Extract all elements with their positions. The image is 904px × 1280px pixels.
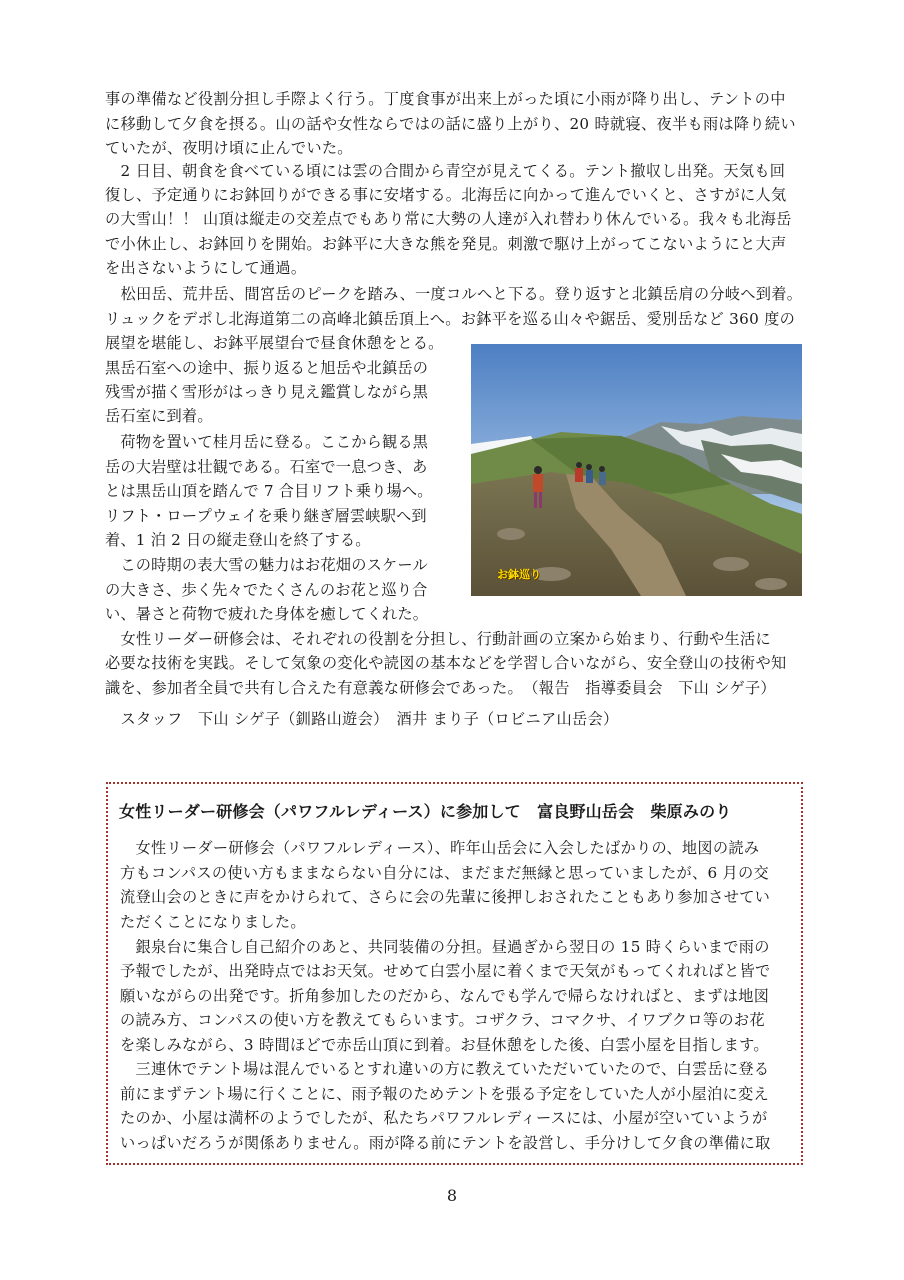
article-line: 岳石室に到着。 [105,407,213,425]
page-number: 8 [446,1186,458,1205]
box-line: 予報でしたが、出発時点ではお天気。せめて白雲小屋に着くまで天気がもってくれればと皆で [120,962,771,980]
box-line: ただくことになりました。 [120,913,306,931]
article-line: 女性リーダー研修会は、それぞれの役割を分担し、行動計画の立案から始まり、行動や生活に [105,630,771,648]
article-line: の大雪山！！ 山頂は縦走の交差点でもあり常に大勢の人達が入れ替わり休んでいる。我々も北海岳 [105,210,792,228]
mountain-trail-photo [471,344,802,596]
article-line: 事の準備など役割分担し手際よく行う。丁度食事が出来上がった頃に小雨が降り出し、テントの中 [105,90,786,108]
box-title: 女性リーダー研修会（パワフルレディース）に参加して 富良野山岳会 柴原みのり [119,802,732,821]
article-line: この時期の表大雪の魅力はお花畑のスケール [105,556,428,574]
article-line: 岳の大岩壁は壮観である。石室で一息つき、あ [105,458,428,476]
article-line: ていたが、夜明け頃に止んでいた。 [105,139,353,157]
box-line: 女性リーダー研修会（パワフルレディース）、昨年山岳会に入会したばかりの、地図の読み [120,839,760,857]
box-line: 願いながらの出発です。折角参加したのだから、なんでも学んで帰らなければと、まずは地図 [120,987,770,1005]
article-line: い、暑さと荷物で疲れた身体を癒してくれた。 [105,605,429,623]
article-line: に移動して夕食を摂る。山の話や女性ならではの話に盛り上がり、20 時就寝、夜半も雨は降り続い [105,115,796,133]
article-line: 残雪が描く雪形がはっきり見え鑑賞しながら黒 [105,383,429,401]
box-line: 流登山会のときに声をかけられて、さらに会の先輩に後押しおされたこともあり参加させてい [120,888,771,906]
article-line: の大きさ、歩く先々でたくさんのお花と巡り合 [105,581,428,599]
article-line: 黒岳石室への途中、振り返ると旭岳や北鎮岳の [105,359,429,377]
article-line: で小休止し、お鉢回りを開始。お鉢平に大きな熊を発見。刺激で駆け上がってこないようにと大声 [105,235,787,253]
article-line: リュックをデポし北海道第二の高峰北鎮岳頂上へ。お鉢平を巡る山々や鋸岳、愛別岳など 360 度の [105,310,796,328]
article-line: を出さないようにして通過。 [105,259,307,277]
box-line: の読み方、コンパスの使い方を教えてもらいます。コザクラ、コマクサ、イワブクロ等のお花 [120,1011,765,1029]
article-line: 松田岳、荒井岳、間宮岳のピークを踏み、一度コルへと下る。登り返すと北鎮岳肩の分岐へ到着。 [105,285,803,303]
article-line: 展望を堪能し、お鉢平展望台で昼食休憩をとる。 [105,334,444,352]
box-line: 前にまずテント場に行くことに、雨予報のためテントを張る予定をしていた人が小屋泊に変え [120,1085,769,1103]
box-line: 三連休でテント場は混んでいるとすれ違いの方に教えていただいていたので、白雲岳に登る [120,1060,770,1078]
article-line: 復し、予定通りにお鉢回りができる事に安堵する。北海岳に向かって進んでいくと、さすがに人気 [105,186,787,204]
photo-caption: お鉢巡り [497,568,541,581]
staff-line: スタッフ 下山 シゲ子（釧路山遊会） 酒井 まり子（ロビニア山岳会） [105,710,619,728]
article-line: 識を、参加者全員で共有し合えた有意義な研修会であった。 （報告 指導委員会 下山 シゲ子） [105,679,776,697]
article-line: 荷物を置いて桂月岳に登る。ここから観る黒 [105,433,429,451]
article-line: 2 日目、朝食を食べている頃には雲の合間から青空が見えてくる。テント撤収し出発。天気も回 [105,162,786,180]
article-line: 必要な技術を実践。そして気象の変化や読図の基本などを学習し合いながら、安全登山の技術や知 [105,654,787,672]
box-line: 方もコンパスの使い方もままならない自分には、まだまだ無縁と思っていましたが、6 月の交 [120,864,770,882]
article-line: リフト・ロープウェイを乗り継ぎ層雲峡駅へ到 [105,507,427,525]
article-line: 着、1 泊 2 日の縦走登山を終了する。 [105,531,371,549]
box-line: を楽しみながら、3 時間ほどで赤岳山頂に到着。お昼休憩をした後、白雲小屋を目指します。 [120,1036,769,1054]
photo-illustration [471,344,802,596]
box-line: たのか、小屋は満杯のようでしたが、私たちパワフルレディースには、小屋が空いていようが [120,1109,768,1127]
box-line: 銀泉台に集合し自己紹介のあと、共同装備の分担。昼過ぎから翌日の 15 時くらいまで雨の [120,938,770,956]
article-line: とは黒岳山頂を踏んで 7 合目リフト乗り場へ。 [105,482,433,500]
box-line: いっぱいだろうが関係ありません。雨が降る前にテントを設営し、手分けして夕食の準備に取 [120,1134,771,1152]
